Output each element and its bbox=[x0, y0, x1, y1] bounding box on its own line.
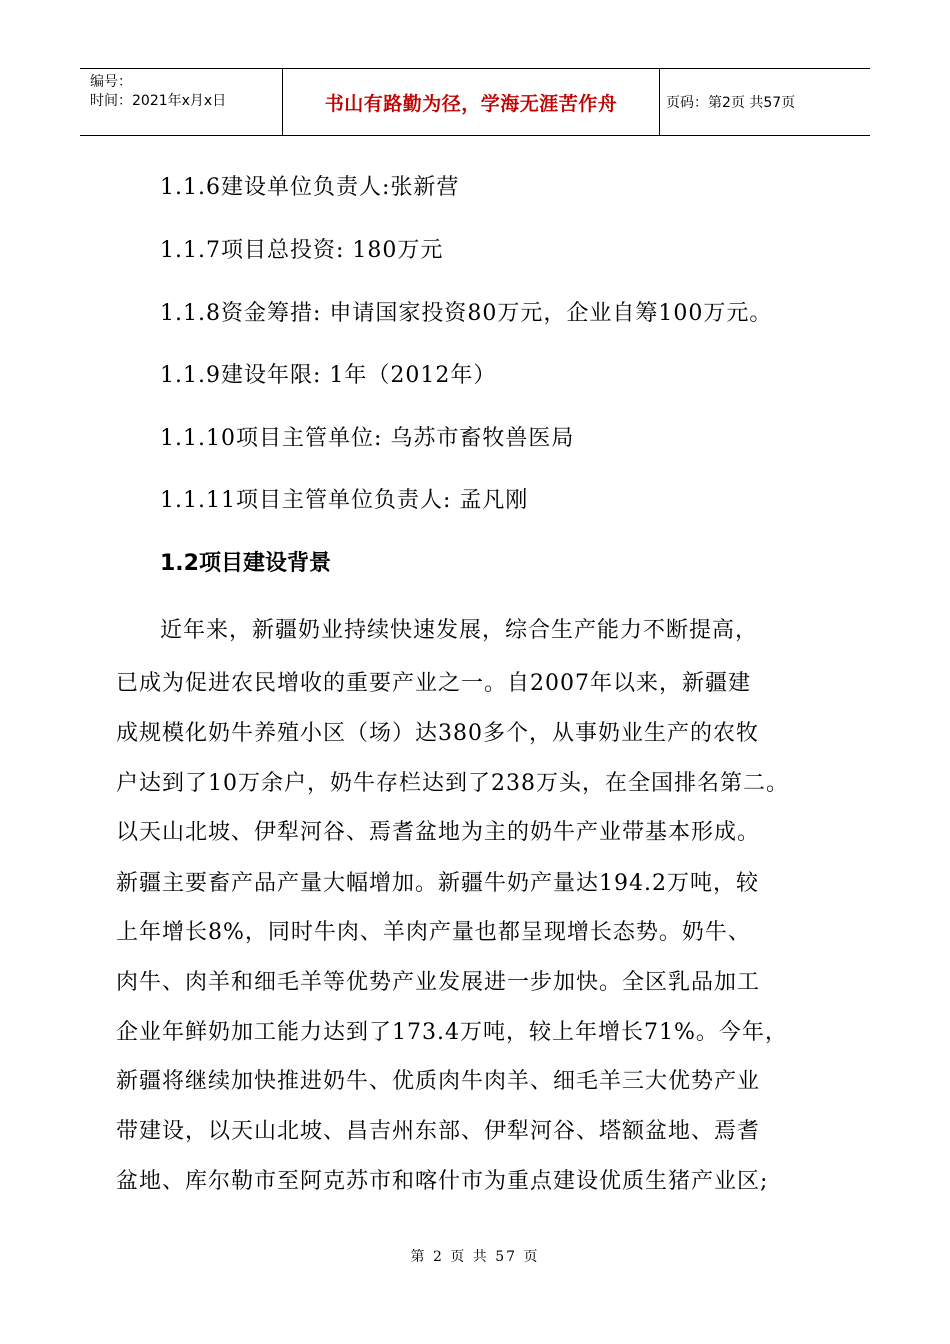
header-motto: 书山有路勤为径，学海无涯苦作舟 bbox=[283, 69, 660, 135]
paragraph-line: 新疆将继续加快推进奶牛、优质肉牛肉羊、细毛羊三大优势产业 bbox=[116, 1069, 761, 1094]
section-heading: 1.2项目建设背景 bbox=[160, 551, 331, 576]
header-page-info: 页码：第2页 共57页 bbox=[666, 95, 796, 111]
item-total-investment: 1.1.7项目总投资: 180万元 bbox=[160, 238, 444, 263]
paragraph-line: 盆地、库尔勒市至阿克苏市和喀什市为重点建设优质生猪产业区; bbox=[116, 1169, 769, 1194]
item-construction-period: 1.1.9建设年限: 1年（2012年） bbox=[160, 363, 497, 388]
paragraph-line: 上年增长8%，同时牛肉、羊肉产量也都呈现增长态势。奶牛、 bbox=[116, 920, 751, 945]
document-number-label: 编号： bbox=[90, 74, 132, 90]
item-authority: 1.1.10项目主管单位: 乌苏市畜牧兽医局 bbox=[160, 426, 575, 451]
paragraph-line: 户达到了10万余户，奶牛存栏达到了238万头，在全国排名第二。 bbox=[116, 771, 789, 796]
paragraph-line: 成规模化奶牛养殖小区（场）达380多个，从事奶业生产的农牧 bbox=[116, 721, 759, 746]
item-funding: 1.1.8资金筹措: 申请国家投资80万元，企业自筹100万元。 bbox=[160, 301, 773, 326]
paragraph-line: 肉牛、肉羊和细毛羊等优势产业发展进一步加快。全区乳品加工 bbox=[116, 970, 761, 995]
paragraph-line: 带建设，以天山北坡、昌吉州东部、伊犁河谷、塔额盆地、焉耆 bbox=[116, 1119, 761, 1144]
item-authority-head: 1.1.11项目主管单位负责人: 孟凡刚 bbox=[160, 488, 529, 513]
paragraph-line: 新疆主要畜产品产量大幅增加。新疆牛奶产量达194.2万吨，较 bbox=[116, 871, 759, 896]
header-meta-cell bbox=[80, 69, 283, 135]
paragraph-line: 企业年鲜奶加工能力达到了173.4万吨，较上年增长71%。今年， bbox=[116, 1020, 788, 1045]
item-responsible-person: 1.1.6建设单位负责人:张新营 bbox=[160, 175, 460, 200]
document-date-label: 时间：2021年x月x日 bbox=[90, 93, 227, 109]
page-header bbox=[80, 68, 870, 136]
page-footer: 第 2 页 共 57 页 bbox=[410, 1249, 540, 1265]
paragraph-line: 以天山北坡、伊犁河谷、焉耆盆地为主的奶牛产业带基本形成。 bbox=[116, 820, 761, 845]
paragraph-line: 近年来，新疆奶业持续快速发展，综合生产能力不断提高， bbox=[160, 618, 759, 643]
paragraph-line: 已成为促进农民增收的重要产业之一。自2007年以来，新疆建 bbox=[116, 671, 751, 696]
